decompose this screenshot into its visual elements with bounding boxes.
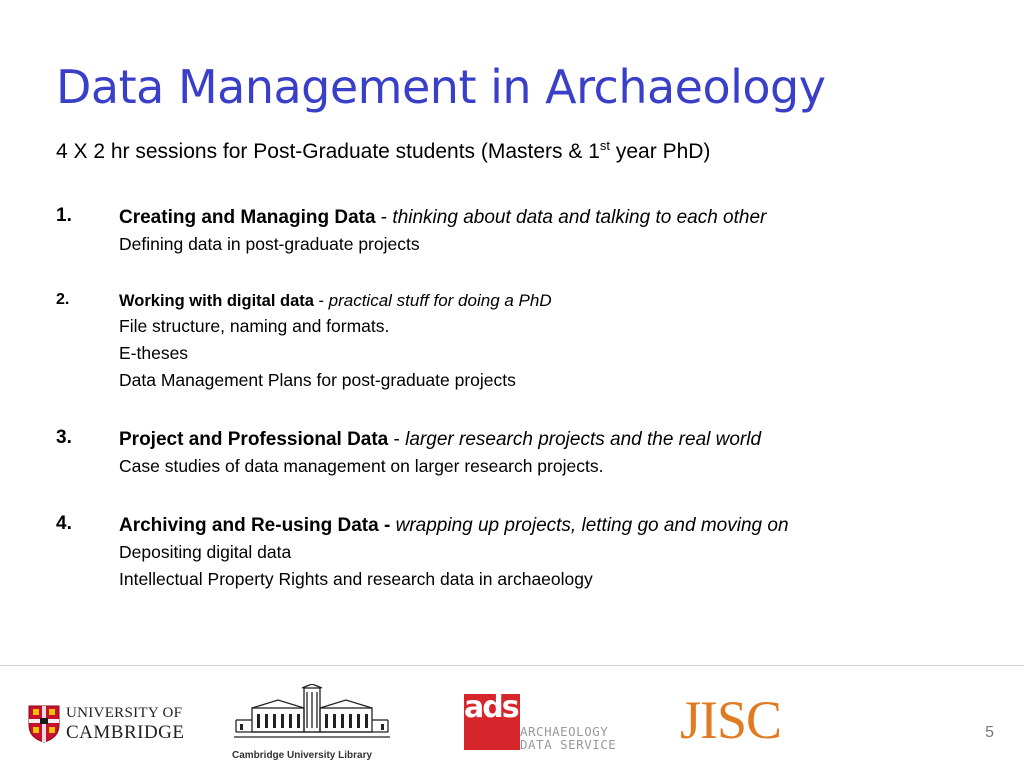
session-tagline: larger research projects and the real world [405,429,762,450]
session-2 [56,289,976,394]
session-title: Creating and Managing Data [119,207,376,228]
session-detail: Data Management Plans for post-graduate projects [119,370,516,390]
jisc-logo: JISC [680,690,782,750]
cambridge-logo [28,703,203,745]
session-4 [56,513,976,593]
cambridge-line1: UNIVERSITY OF [66,705,183,721]
ads-logo [462,692,627,752]
session-heading [119,513,976,539]
session-detail: Defining data in post-graduate projects [119,234,420,254]
page-number: 5 [985,724,994,741]
session-1 [56,205,976,258]
ads-line2: DATA SERVICE [520,737,617,752]
session-number: 4. [56,513,72,534]
session-tagline: thinking about data and talking to each other [392,207,767,228]
library-caption: Cambridge University Library [232,750,373,761]
session-3 [56,427,976,480]
session-heading [119,289,976,313]
library-building-icon [232,684,392,742]
session-separator: - [378,515,396,536]
ads-line1: ARCHAEOLOGY [520,724,609,739]
subtitle-superscript: st [599,138,611,153]
session-detail: Intellectual Property Rights and research data in archaeology [119,569,593,589]
ads-mark: ads [464,690,518,725]
cambridge-line2: CAMBRIDGE [66,722,185,743]
session-number: 2. [56,291,70,308]
session-separator: - [388,429,406,450]
session-separator: - [375,207,393,228]
session-title: Project and Professional Data [119,429,389,450]
footer-divider [0,665,1024,666]
library-logo [230,684,395,764]
session-detail: Depositing digital data [119,542,292,562]
subtitle-end: year PhD) [610,140,711,163]
session-tagline: wrapping up projects, letting go and moving on [395,515,789,536]
subtitle-main: 4 X 2 hr sessions for Post-Graduate students (Masters & 1 [56,140,600,163]
session-title: Archiving and Re-using Data [119,515,379,536]
session-title: Working with digital data [119,292,314,310]
session-separator: - [313,292,329,310]
cambridge-shield-icon [28,705,60,743]
session-detail: File structure, naming and formats. [119,316,390,336]
slide-title: Data Management in Archaeology [56,60,826,114]
session-heading [119,427,976,453]
session-tagline: practical stuff for doing a PhD [328,291,552,310]
session-detail: Case studies of data management on larger research projects. [119,456,604,476]
session-number: 3. [56,427,72,448]
session-detail: E-theses [119,343,189,363]
slide-subtitle [56,138,710,164]
session-number: 1. [56,205,72,226]
session-heading [119,205,976,231]
